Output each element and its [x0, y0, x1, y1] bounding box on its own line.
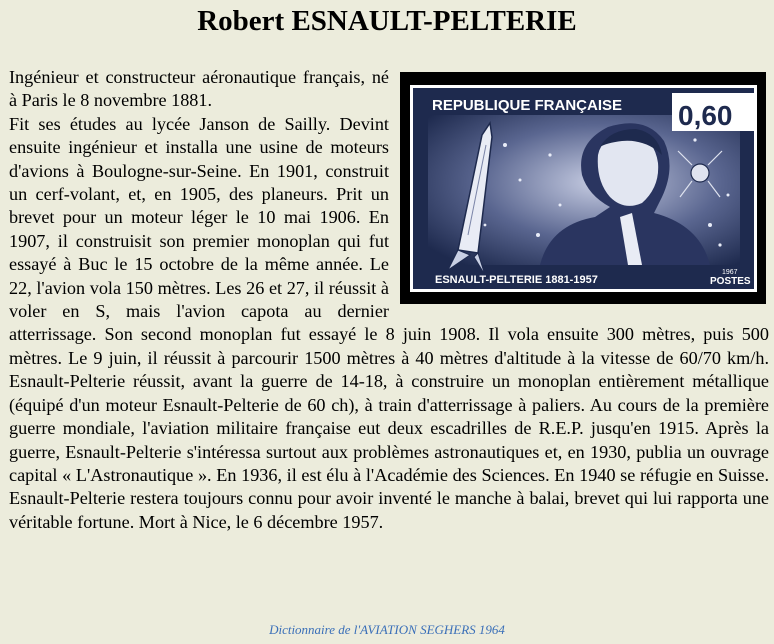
- stamp-year: 1967: [722, 269, 738, 276]
- stamp-caption: ESNAULT-PELTERIE 1881-1957: [435, 274, 598, 286]
- stamp-value: 0,60: [678, 100, 733, 131]
- biography-text: [9, 66, 769, 534]
- biography-paragraph-intro: Ingénieur et constructeur aéronautique français, né à Paris le 8 novembre 1881.: [9, 67, 389, 111]
- biography-paragraph-main: Fit ses études au lycée Janson de Sailly. Devint ensuite ingénieur et installa une usine de moteurs d'avions à Boulogne-sur-Seine. En 1901, construit un cerf-volant, et, en 1905, des planeurs. Prit un brevet pour un moteur léger le 10 mai 1906. En 1907, il construisit son premier monoplan qui fut essayé à Buc le 15 octobre de la même année. Le 22, l'avion vola 150 mètres. Les 26 et 27, il réussit à voler en S, mais l'avion capota au dernier atterrissage. Son second monoplan fut essayé le 8 juin 1908. Il vola ensuite 300 mètres, puis 500 mètres. Le 9 juin, il réussit à parcourir 1500 mètres à 40 mètres d'altitude à la vitesse de 60/70 km/h. Esnault-Pelterie réussit, avant la guerre de 14-18, à construire un monoplan entièrement métallique (équipé d'un moteur Esnault-Pelterie de 60 ch), à train d'atterrissage à paliers. Au cours de la première guerre mondiale, l'aviation militaire française eut deux escadrilles de R.E.P. jusqu'en 1915. Après la guerre, Esnault-Pelterie s'intéressa surtout aux problèmes astronautiques et, en 1930, publia un ouvrage capital « L'Astronautique ». En 1936, il est élu à l'Académie des Sciences. En 1940 se réfugie en Suisse. Esnault-Pelterie restera toujours connu pour avoir inventé le manche à balai, brevet qui lui rapporta une véritable fortune. Mort à Nice, le 6 décembre 1957.: [9, 113, 769, 532]
- stamp-country: REPUBLIQUE FRANÇAISE: [432, 97, 623, 114]
- stamp-postes: POSTES: [710, 276, 751, 287]
- source-citation: Dictionnaire de l'AVIATION SEGHERS 1964: [269, 622, 505, 637]
- page-title: Robert ESNAULT-PELTERIE: [197, 5, 577, 37]
- stamp-float-spacer: [389, 66, 769, 301]
